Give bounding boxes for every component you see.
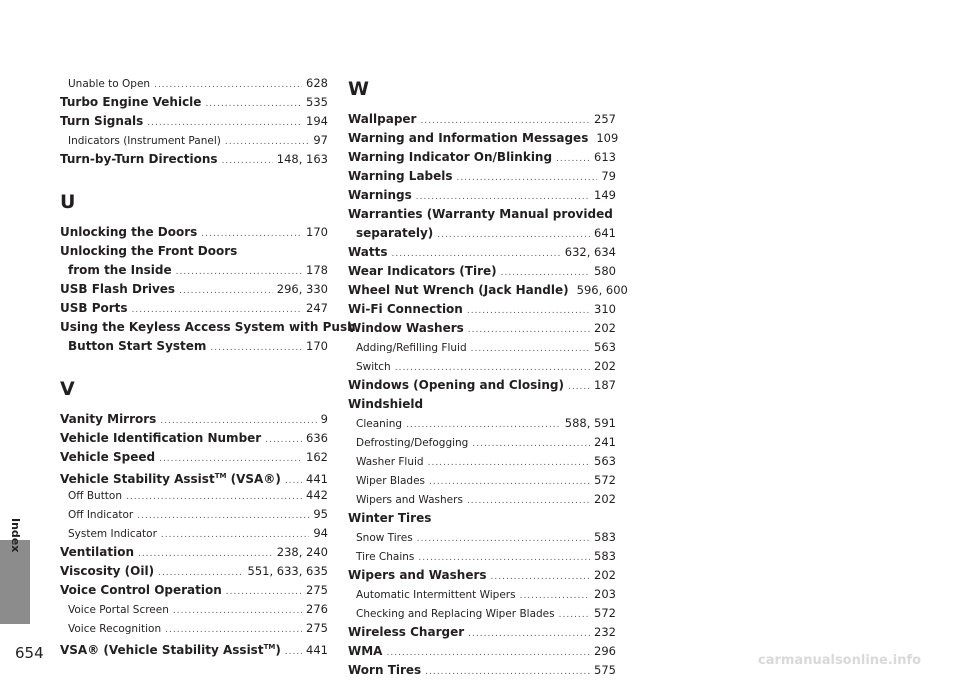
index-entry[interactable] [60, 429, 328, 448]
entry-title [68, 620, 161, 639]
entry-title [356, 472, 425, 491]
entry-title-text: Warranties (Warranty Manual provided [348, 207, 613, 221]
index-subentry[interactable] [60, 74, 328, 93]
page-reference[interactable]: 178 [306, 263, 328, 277]
entry-title-text: Defrosting/Defogging [356, 437, 469, 449]
page-reference[interactable]: 583 [594, 530, 616, 544]
entry-title-text: Wallpaper [348, 112, 417, 126]
page-reference[interactable]: 79 [601, 169, 616, 183]
entry-title [356, 339, 467, 358]
entry-title-text: Off Indicator [68, 509, 134, 521]
leader-dots [559, 606, 590, 625]
leader-dots [147, 114, 302, 133]
page-reference[interactable]: 563 [594, 340, 616, 354]
index-entry[interactable] [348, 661, 616, 680]
entry-title-text: Checking and Replacing Wiper Blades [356, 608, 555, 620]
index-column-right [348, 74, 628, 680]
page-reference[interactable]: 257 [594, 112, 616, 126]
entry-title-text: separately) [356, 226, 434, 240]
entry-title-text: Turn Signals [60, 114, 144, 128]
page-reference[interactable]: 628 [306, 76, 328, 90]
leader-dots [467, 492, 590, 511]
index-entry[interactable] [60, 223, 328, 242]
entry-title [348, 319, 464, 338]
index-entry[interactable] [348, 262, 616, 281]
entry-title-text: Wipers and Washers [356, 494, 463, 506]
index-entry[interactable] [348, 566, 616, 585]
entry-title [60, 150, 218, 169]
entry-title-text: Watts [348, 245, 388, 259]
page-reference[interactable]: 247 [306, 301, 328, 315]
entry-title-text: Worn Tires [348, 663, 422, 677]
entry-title-text: Warning Indicator On/Blinking [348, 150, 553, 164]
entry-title [348, 642, 382, 661]
leader-dots [568, 378, 590, 397]
index-entry[interactable] [348, 129, 619, 148]
leader-dots [179, 282, 273, 301]
page-reference[interactable]: 442 [306, 488, 328, 502]
index-subentry[interactable] [348, 471, 616, 490]
page-reference[interactable]: 241 [594, 435, 616, 449]
index-column-left [60, 74, 356, 657]
leader-dots [126, 488, 302, 507]
index-entry[interactable] [348, 376, 616, 395]
entry-title-text: Wiper Blades [356, 475, 425, 487]
index-entry[interactable] [348, 623, 616, 642]
watermark: carmanualsonline.info [758, 653, 922, 668]
index-subentry[interactable] [348, 604, 616, 623]
section-letter: W [348, 78, 369, 100]
entry-title [60, 448, 155, 467]
entry-title [356, 529, 413, 548]
index-subentry[interactable] [348, 585, 616, 604]
entry-title-text: VSA® (Vehicle Stability Assist [60, 643, 264, 657]
entry-title [60, 467, 281, 489]
page-reference[interactable]: 636 [306, 431, 328, 445]
page-reference[interactable]: 97 [313, 133, 328, 147]
section-letter: U [60, 191, 76, 213]
index-entry[interactable] [60, 467, 328, 486]
entry-title [348, 243, 388, 262]
index-entry[interactable] [348, 148, 616, 167]
entry-title [348, 262, 497, 281]
entry-title [60, 543, 134, 562]
entry-title-text: Vehicle Identification Number [60, 431, 262, 445]
page-reference[interactable]: 613 [594, 150, 616, 164]
leader-dots [556, 150, 590, 169]
page-reference[interactable]: 641 [594, 226, 616, 240]
page-reference[interactable]: 551, 633, 635 [247, 564, 328, 578]
entry-title [60, 638, 281, 660]
page-number: 654 [15, 644, 44, 662]
index-subentry[interactable] [60, 619, 328, 638]
entry-title [68, 132, 221, 151]
page-reference[interactable]: 202 [594, 568, 616, 582]
leader-dots [472, 435, 590, 454]
leader-dots [467, 302, 590, 321]
entry-title-text: Vehicle Stability Assist [60, 472, 215, 486]
page-reference[interactable]: 296, 330 [276, 282, 328, 296]
index-entry[interactable] [60, 299, 328, 318]
entry-title [348, 395, 423, 414]
index-entry[interactable] [348, 205, 616, 224]
index-entry[interactable] [348, 509, 616, 528]
entry-title [356, 491, 463, 510]
entry-title-text: Voice Recognition [68, 623, 162, 635]
entry-title-text: Indicators (Instrument Panel) [68, 135, 221, 147]
page-reference[interactable]: 275 [306, 621, 328, 635]
index-subentry[interactable] [348, 452, 616, 471]
index-entry[interactable] [60, 448, 328, 467]
entry-title-text: Viscosity (Oil) [60, 564, 155, 578]
page-reference[interactable]: 441 [306, 472, 328, 486]
trademark-mark: TM [263, 643, 276, 651]
entry-title-text: Wipers and Washers [348, 568, 487, 582]
leader-dots [417, 530, 590, 549]
entry-title [348, 566, 487, 585]
index-subentry[interactable] [348, 357, 616, 376]
entry-title-text: Washer Fluid [356, 456, 424, 468]
entry-title [348, 281, 569, 300]
entry-title-text: Wi-Fi Connection [348, 302, 463, 316]
entry-title-text: Using the Keyless Access System with Push [60, 320, 356, 334]
entry-title [356, 453, 424, 472]
index-subentry[interactable] [348, 338, 616, 357]
page-reference[interactable]: 149 [594, 188, 616, 202]
page-reference[interactable]: 148, 163 [276, 152, 328, 166]
entry-title-text: Vanity Mirrors [60, 412, 157, 426]
index-subentry[interactable] [60, 505, 328, 524]
index-entry[interactable] [60, 638, 328, 657]
page-reference[interactable]: 596, 600 [576, 283, 628, 297]
trademark-mark: TM [214, 472, 227, 480]
page-reference[interactable]: 187 [594, 378, 616, 392]
page-reference[interactable]: 276 [306, 602, 328, 616]
index-subentry[interactable] [348, 490, 616, 509]
entry-title [348, 623, 464, 642]
index-entry[interactable] [60, 242, 328, 261]
leader-dots [210, 339, 302, 358]
entry-title [356, 605, 555, 624]
index-entry[interactable] [348, 243, 616, 262]
leader-dots [222, 152, 273, 171]
page-reference[interactable]: 580 [594, 264, 616, 278]
entry-title-text: Wheel Nut Wrench (Jack Handle) [348, 283, 569, 297]
leader-dots [137, 507, 309, 526]
leader-dots [406, 416, 561, 435]
index-entry[interactable] [60, 337, 328, 356]
entry-title-text: Window Washers [348, 321, 464, 335]
entry-title-text: Unlocking the Front Doors [60, 244, 238, 258]
page-reference[interactable]: 296 [594, 644, 616, 658]
index-entry[interactable] [60, 150, 328, 169]
section-letter: V [60, 378, 75, 400]
entry-title-text: Warning Labels [348, 169, 453, 183]
entry-title-text: from the Inside [68, 263, 172, 277]
entry-title-text: Wireless Charger [348, 625, 465, 639]
entry-title-text: Adding/Refilling Fluid [356, 342, 467, 354]
entry-title-text: Ventilation [60, 545, 135, 559]
index-entry[interactable] [60, 261, 328, 280]
entry-title [356, 224, 433, 243]
entry-title [356, 586, 516, 605]
entry-title [356, 415, 402, 434]
entry-title [348, 186, 412, 205]
page-reference[interactable]: 170 [306, 225, 328, 239]
entry-title [60, 299, 128, 318]
entry-title [60, 562, 154, 581]
leader-dots [205, 95, 302, 114]
index-entry[interactable] [60, 280, 328, 299]
entry-title [348, 300, 463, 319]
entry-title [68, 75, 150, 94]
index-entry[interactable] [348, 642, 616, 661]
entry-title-text: Unable to Open [68, 78, 151, 90]
page-reference[interactable]: 203 [594, 587, 616, 601]
page-reference[interactable]: 275 [306, 583, 328, 597]
entry-title [348, 205, 613, 224]
entry-title-text: Windshield [348, 397, 424, 411]
entry-title [348, 509, 431, 528]
leader-dots [468, 625, 590, 644]
entry-title [60, 280, 175, 299]
entry-title-text: Wear Indicators (Tire) [348, 264, 497, 278]
page-reference[interactable]: 9 [320, 412, 328, 426]
leader-dots [471, 340, 590, 359]
index-entry[interactable] [348, 110, 616, 129]
index-entry[interactable] [60, 112, 328, 131]
entry-title-text: Turbo Engine Vehicle [60, 95, 202, 109]
entry-title-text: Unlocking the Doors [60, 225, 198, 239]
index-entry[interactable] [60, 93, 328, 112]
entry-title [60, 93, 201, 112]
entry-title [348, 167, 453, 186]
entry-title-text: Switch [356, 361, 391, 373]
index-entry[interactable] [348, 300, 616, 319]
page-reference[interactable]: 162 [306, 450, 328, 464]
leader-dots [265, 431, 302, 450]
page-reference[interactable]: 575 [594, 663, 616, 677]
entry-title [60, 318, 356, 337]
entry-title-text: WMA [348, 644, 383, 658]
leader-dots [520, 587, 590, 606]
entry-title-text: Automatic Intermittent Wipers [356, 589, 516, 601]
page-reference[interactable]: 202 [594, 492, 616, 506]
entry-title [348, 110, 416, 129]
index-entry[interactable] [348, 395, 616, 414]
entry-title [68, 261, 172, 280]
leader-dots [428, 454, 590, 473]
index-subentry[interactable] [60, 131, 328, 150]
page-reference[interactable]: 535 [306, 95, 328, 109]
entry-title-text: Voice Portal Screen [68, 604, 169, 616]
page-reference[interactable]: 95 [313, 507, 328, 521]
leader-dots [226, 583, 302, 602]
page-reference[interactable]: 310 [594, 302, 616, 316]
entry-title-text: Cleaning [356, 418, 403, 430]
entry-title [68, 487, 122, 506]
page-reference[interactable]: 170 [306, 339, 328, 353]
side-tab [0, 0, 30, 678]
index-entry[interactable] [60, 562, 328, 581]
index-subentry[interactable] [348, 433, 616, 452]
page-reference[interactable]: 572 [594, 606, 616, 620]
index-subentry[interactable] [60, 486, 328, 505]
entry-title-text: Voice Control Operation [60, 583, 222, 597]
index-entry[interactable] [348, 319, 616, 338]
entry-title [68, 506, 133, 525]
entry-title [60, 112, 143, 131]
entry-title [60, 410, 156, 429]
entry-title-text: System Indicator [68, 528, 157, 540]
entry-title [68, 337, 206, 356]
index-entry[interactable] [348, 281, 628, 300]
leader-dots [173, 602, 302, 621]
leader-dots [457, 169, 598, 188]
page-reference[interactable]: 94 [313, 526, 328, 540]
entry-title [348, 129, 588, 148]
entry-title [68, 525, 157, 544]
index-entry[interactable] [60, 410, 328, 429]
index-subentry[interactable] [60, 524, 328, 543]
page-reference[interactable]: 238, 240 [276, 545, 328, 559]
index-subentry[interactable] [348, 528, 616, 547]
entry-title-text: Warnings [348, 188, 412, 202]
index-subentry[interactable] [60, 600, 328, 619]
entry-title [68, 601, 169, 620]
entry-title [60, 223, 197, 242]
entry-title-text: USB Flash Drives [60, 282, 176, 296]
page-reference[interactable]: 232 [594, 625, 616, 639]
entry-title [348, 661, 421, 680]
entry-title [60, 242, 237, 261]
page-reference[interactable]: 202 [594, 359, 616, 373]
page-reference[interactable]: 441 [306, 643, 328, 657]
index-entry[interactable] [60, 543, 328, 562]
index-entry[interactable] [348, 186, 616, 205]
leader-dots [285, 643, 302, 662]
index-entry[interactable] [60, 318, 356, 337]
entry-title [356, 434, 468, 453]
entry-title-text: Windows (Opening and Closing) [348, 378, 564, 392]
page-reference[interactable]: 563 [594, 454, 616, 468]
entry-title-text: Snow Tires [356, 532, 413, 544]
entry-title [348, 376, 564, 395]
index-side-label: Index [9, 518, 22, 553]
entry-title-text: Vehicle Speed [60, 450, 156, 464]
leader-dots [429, 473, 590, 492]
entry-title-suffix: ) [275, 643, 281, 657]
page-reference[interactable]: 109 [596, 131, 619, 145]
index-subentry[interactable] [348, 414, 616, 433]
page-reference[interactable]: 583 [594, 549, 616, 563]
entry-title-suffix: (VSA®) [226, 472, 281, 486]
entry-title [60, 429, 261, 448]
page-reference[interactable]: 194 [306, 114, 328, 128]
index-entry[interactable] [348, 224, 616, 243]
entry-title-text: Winter Tires [348, 511, 432, 525]
entry-title-text: Tire Chains [356, 551, 415, 563]
entry-title [348, 148, 552, 167]
index-subentry[interactable] [348, 547, 616, 566]
leader-dots [425, 663, 590, 682]
leader-dots [491, 568, 591, 587]
page-reference[interactable]: 632, 634 [564, 245, 616, 259]
entry-title [356, 548, 414, 567]
entry-title-text: Off Button [68, 490, 123, 502]
entry-title-text: Button Start System [68, 339, 207, 353]
leader-dots [468, 321, 590, 340]
page-reference[interactable]: 202 [594, 321, 616, 335]
index-entry[interactable] [348, 167, 616, 186]
index-tab-block [0, 540, 30, 624]
entry-title-text: Warning and Information Messages [348, 131, 589, 145]
page-reference[interactable]: 572 [594, 473, 616, 487]
page-reference[interactable]: 588, 591 [564, 416, 616, 430]
entry-title-text: USB Ports [60, 301, 128, 315]
index-entry[interactable] [60, 581, 328, 600]
entry-title-text: Turn-by-Turn Directions [60, 152, 218, 166]
entry-title [356, 358, 391, 377]
entry-title [60, 581, 222, 600]
